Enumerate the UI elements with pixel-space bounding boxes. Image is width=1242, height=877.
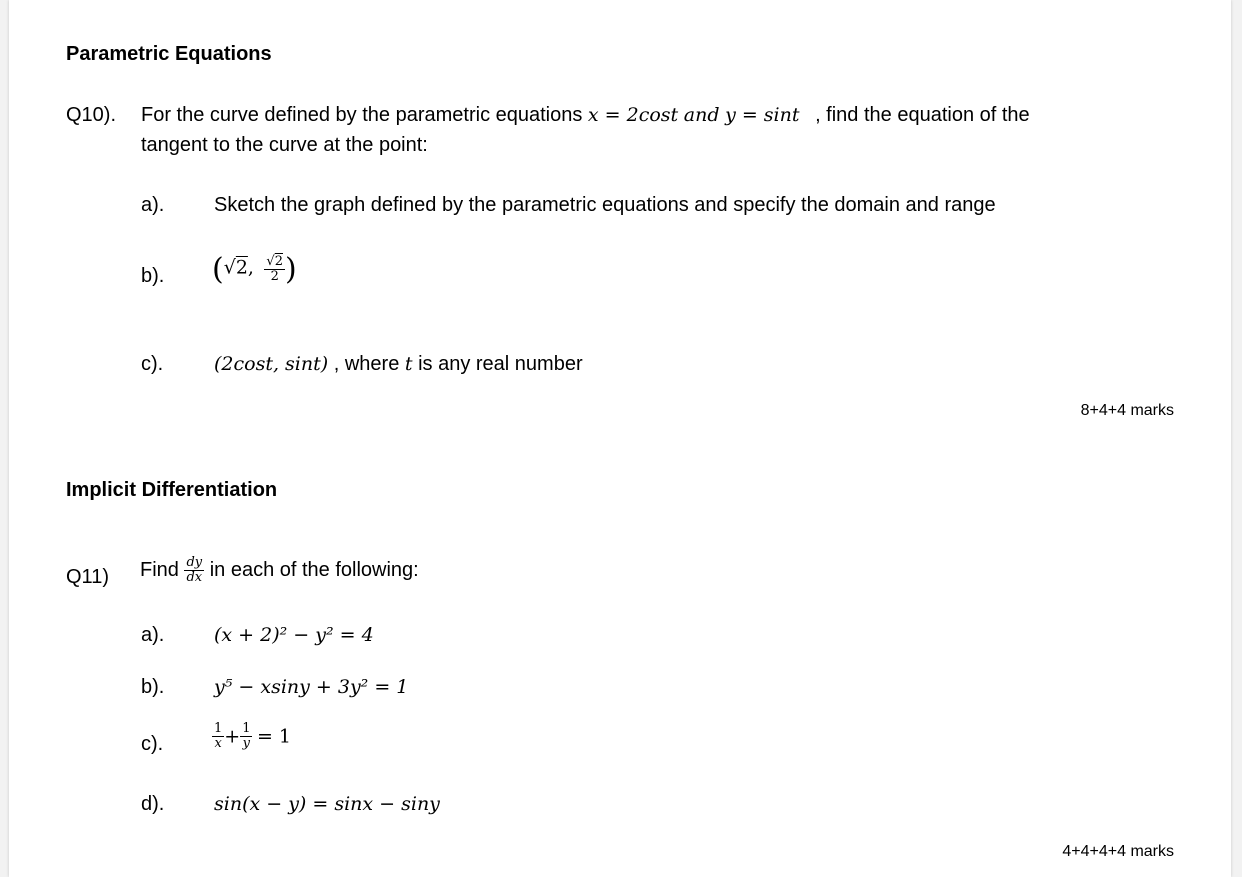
q11-part-d-label: d). [141, 793, 165, 815]
q11-part-b-label: b). [141, 676, 165, 698]
dy-dx-fraction: $\frac{dy}{dx}$ [186, 555, 203, 585]
q11-part-c-math: $\frac{1}{x}$ + $\frac{1}{y}$ = 1 [214, 721, 291, 751]
q10-part-c-label: c). [141, 353, 164, 375]
document-page [9, 0, 1231, 877]
q10-text-start: For the curve defined by the parametric equations [141, 104, 583, 126]
q10-part-b-point [212, 252, 297, 287]
one-over-y: $\frac{1}{y}$ [242, 721, 251, 751]
question-10-label: Q10). [66, 104, 117, 126]
q10-and: and [683, 104, 720, 126]
q10-eq-y: y = sint [725, 104, 800, 126]
section-title-implicit: Implicit Differentiation [66, 479, 278, 501]
q11-part-a-math: (x + 2)² − y² = 4 [214, 624, 374, 646]
one-over-x: $\frac{1}{x}$ [214, 721, 223, 751]
section-title-parametric: Parametric Equations [66, 43, 272, 65]
q10-part-a-text: Sketch the graph defined by the parametric equations and specify the domain and range [214, 194, 996, 216]
close-paren: ) [285, 252, 297, 287]
q10-part-c-where: , where [333, 353, 400, 375]
q10-eq-x: x = 2cost [587, 104, 679, 126]
q11-part-b-math: y⁵ − xsiny + 3y² = 1 [214, 676, 409, 698]
q11-text: in each of the following: [209, 559, 419, 581]
q10-part-c-text [214, 353, 583, 376]
question-10-line2: tangent to the curve at the point: [141, 134, 428, 156]
question-11-line [140, 556, 419, 585]
q11-part-a-label: a). [141, 624, 165, 646]
q11-marks: 4+4+4+4 marks [1062, 843, 1174, 860]
q11-part-d-math: sin(x − y) = sinx − siny [214, 793, 440, 815]
q11-find: Find [140, 559, 179, 581]
q10-text-end: , find the equation of the [815, 104, 1030, 126]
question-11-label: Q11) [66, 566, 109, 588]
q10-part-b-label: b). [141, 265, 165, 287]
sqrt-2: √2, [223, 256, 254, 279]
q10-part-a-label: a). [141, 194, 165, 216]
q11-part-c-label: c). [141, 733, 164, 755]
open-paren: ( [212, 252, 224, 287]
q10-part-c-end: is any real number [418, 353, 583, 375]
q10-marks: 8+4+4 marks [1080, 402, 1174, 419]
q10-part-c-math: (2cost, sint) [214, 353, 329, 375]
q10-part-c-var: t [404, 353, 413, 375]
sqrt2-over-2-fraction: $\frac{√2}{2}$ [266, 254, 283, 284]
question-10-line1 [141, 104, 1030, 127]
